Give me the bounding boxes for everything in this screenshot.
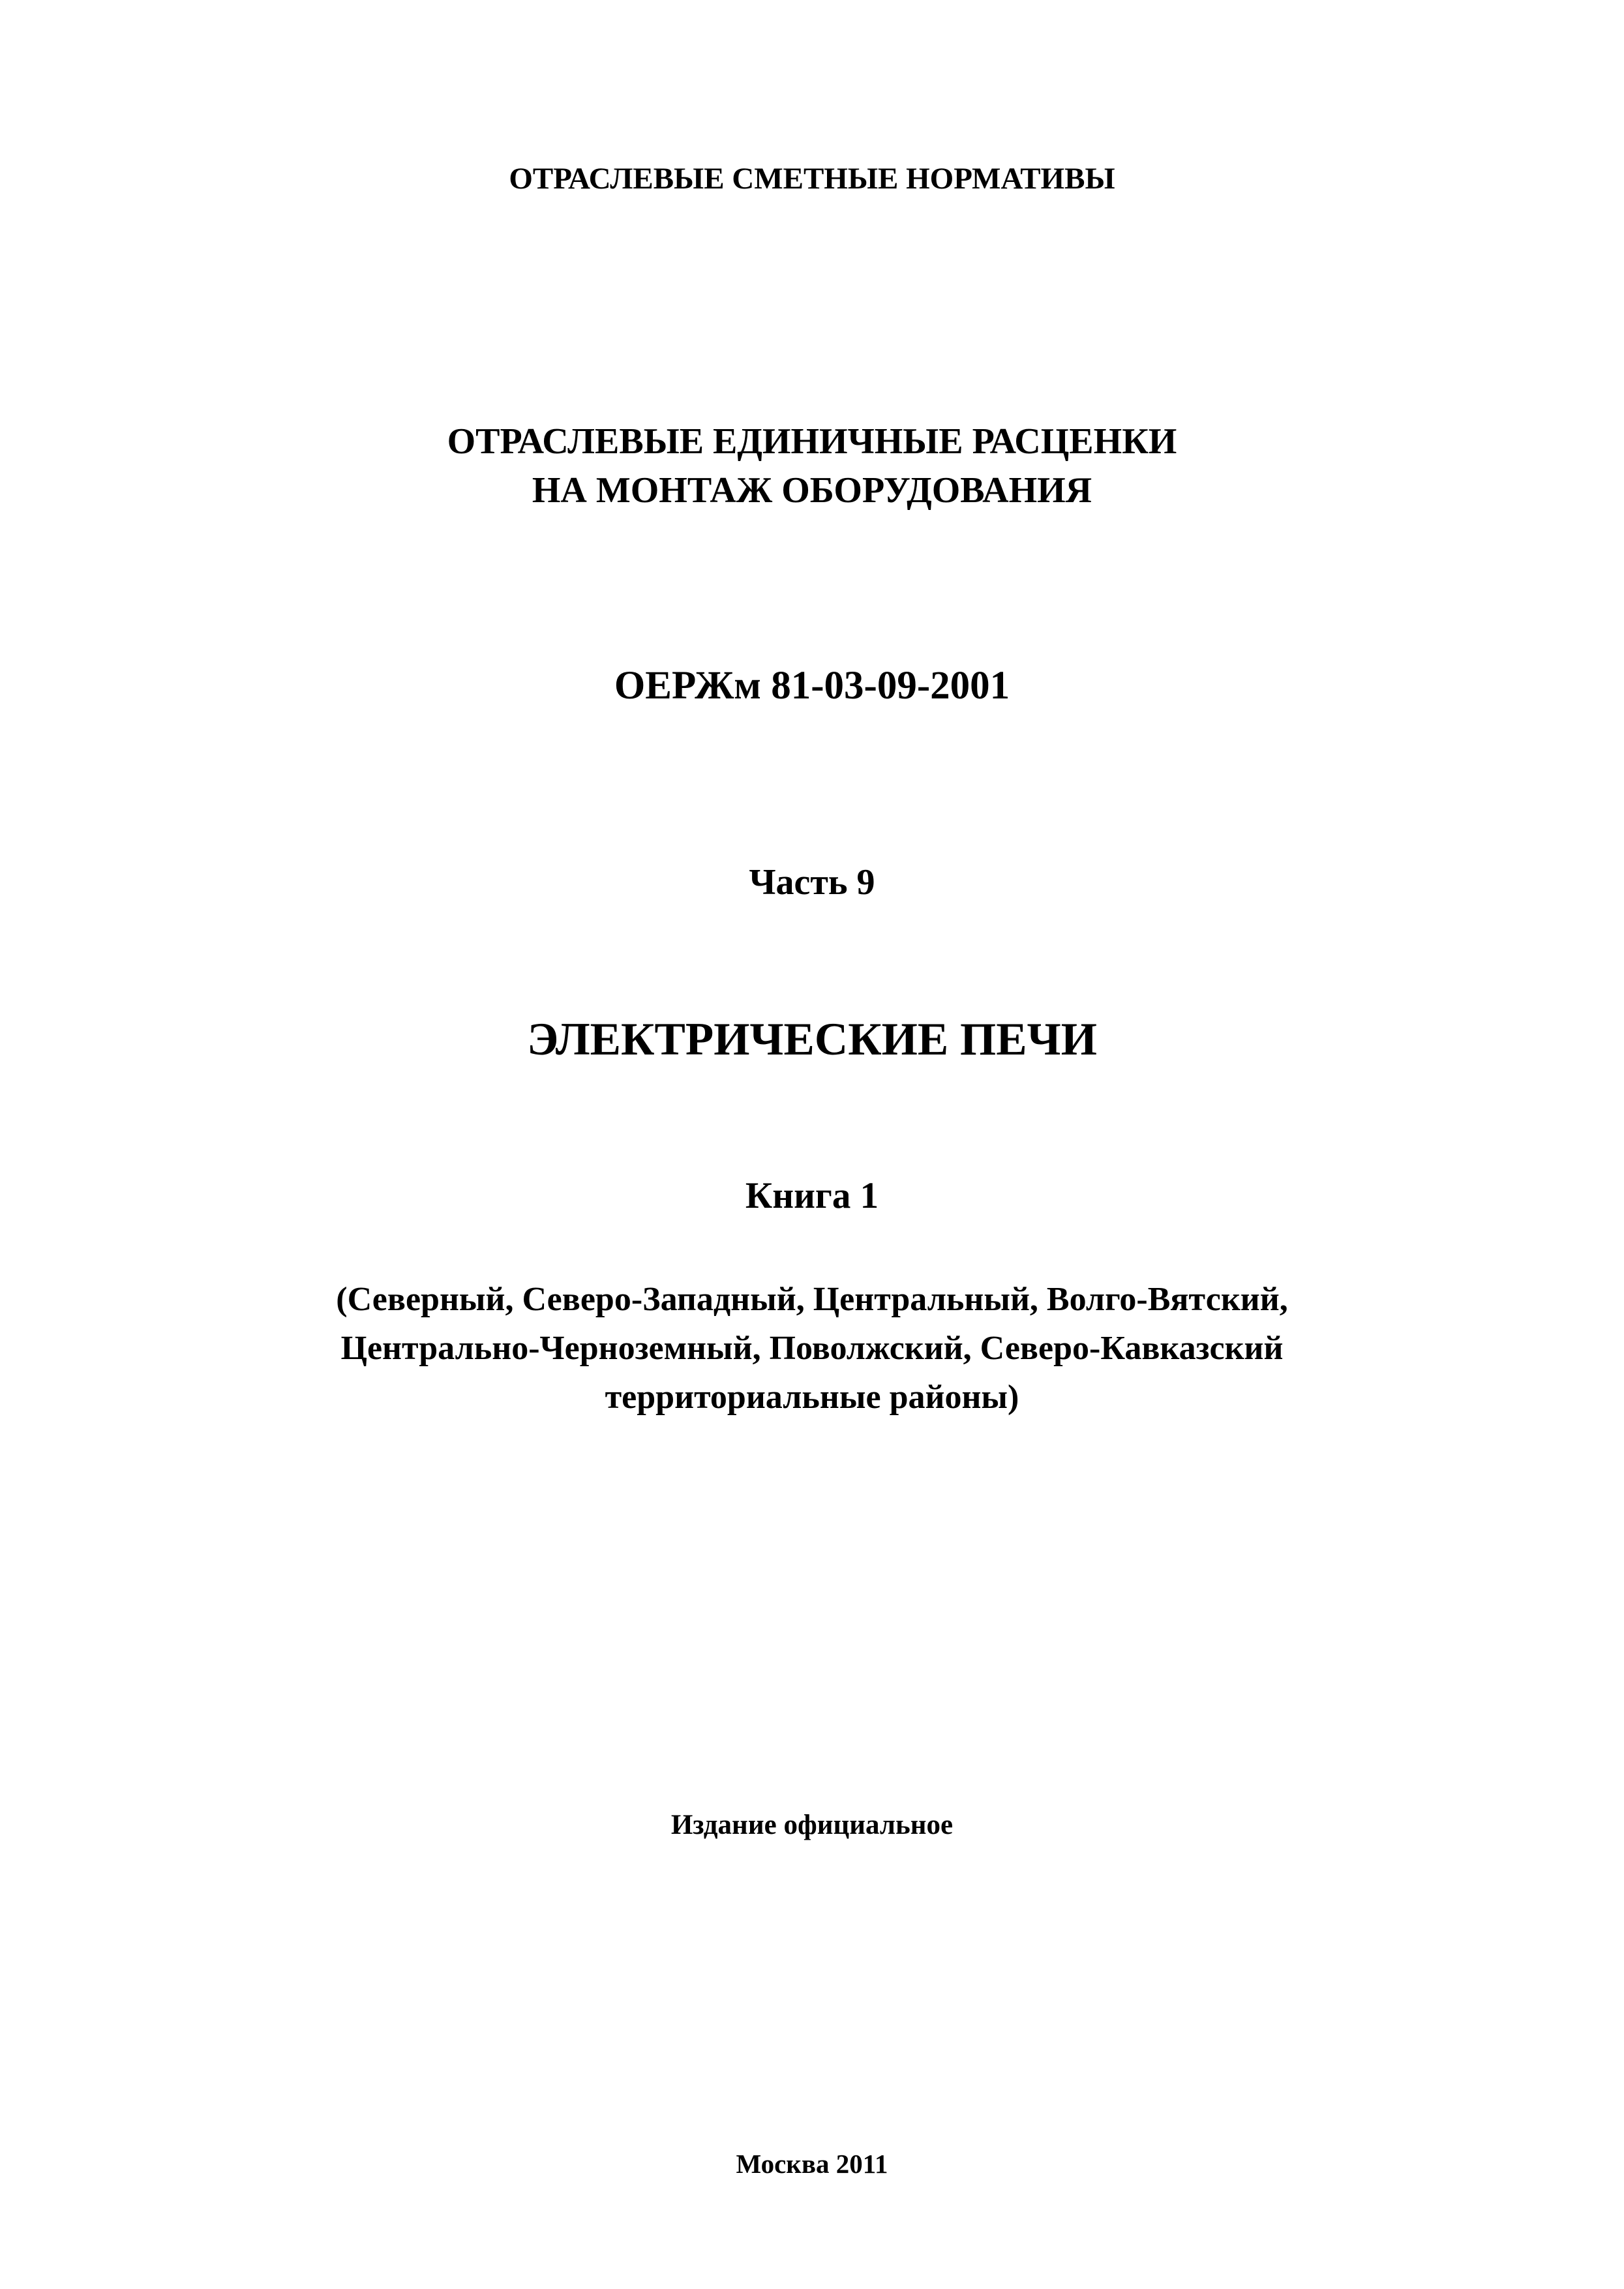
document-title: [0, 417, 1624, 515]
place-and-year: Москва 2011: [736, 2149, 888, 2179]
regions-line-3: территориальные районы): [605, 1379, 1019, 1416]
document-code: ОЕРЖм 81-03-09-2001: [614, 664, 1010, 708]
edition-label: Издание официальное: [670, 1810, 954, 1840]
subject-heading: ЭЛЕКТРИЧЕСКИЕ ПЕЧИ: [527, 1014, 1097, 1065]
part-number: Часть 9: [749, 862, 875, 903]
document-title-line-2: НА МОНТАЖ ОБОРУДОВАНИЯ: [532, 470, 1092, 511]
document-title-line-1: ОТРАСЛЕВЫЕ ЕДИНИЧНЫЕ РАСЦЕНКИ: [447, 421, 1177, 462]
book-number: Книга 1: [745, 1175, 879, 1216]
regions-line-2: Центрально-Черноземный, Поволжский, Северо-Кавказский: [340, 1330, 1284, 1367]
series-heading: ОТРАСЛЕВЫЕ СМЕТНЫЕ НОРМАТИВЫ: [509, 162, 1115, 196]
regions-note: [0, 1275, 1624, 1422]
regions-line-1: (Северный, Северо-Западный, Центральный, Волго-Вятский,: [336, 1281, 1288, 1318]
